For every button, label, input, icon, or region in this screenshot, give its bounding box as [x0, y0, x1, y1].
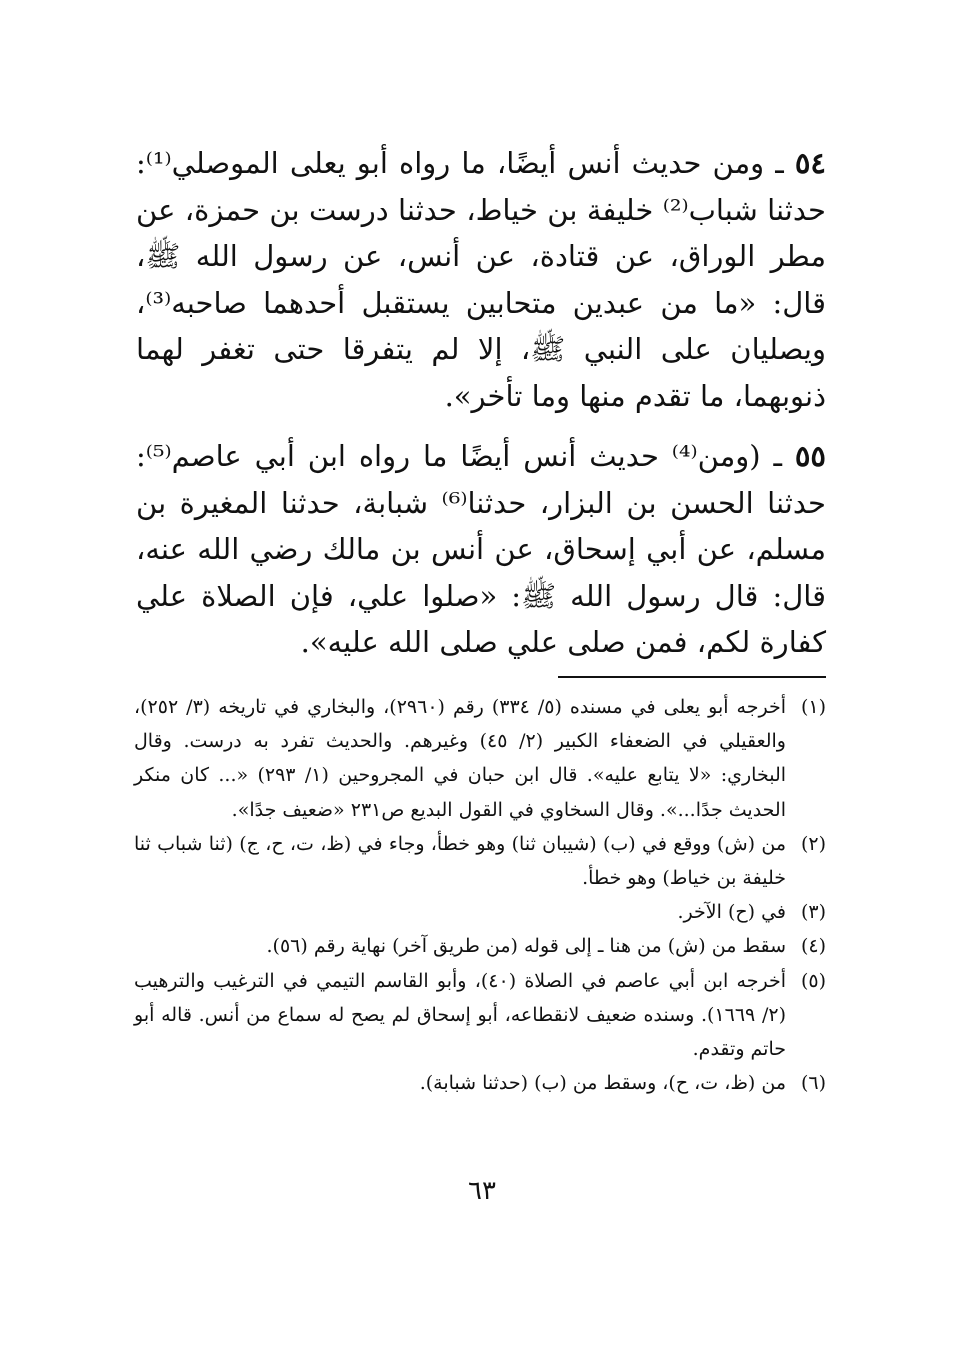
footnote-1 — [134, 690, 826, 827]
footnote-number: (٣) — [800, 901, 826, 924]
paragraph-55 — [136, 433, 826, 666]
footnote-separator — [558, 676, 826, 678]
paragraph-text: ـ ومن حديث أنس أيضًا، ما رواه أبو يعلى الموصلي⁽¹⁾: حدثنا شباب⁽²⁾ خليفة بن خياط، حدثنا درست بن حمزة، عن مطر الوراق، عن قتادة، عن أنس، عن رسول الله ﷺ، قال: «ما من عبدين متحابين يستقبل أحدهما صاحبه⁽³⁾، ويصليان على النبي ﷺ، إلا لم يتفرقا حتى تغفر لهما ذنوبهما، ما تقدم منها وما تأخر». — [136, 146, 826, 413]
footnote-number: (٥) — [800, 969, 826, 992]
footnote-text: أخرجه أبو يعلى في مسنده (٥/ ٣٣٤) رقم (٢٩٦٠)، والبخاري في تاريخه (٣/ ٢٥٢)، والعقيلي في الضعفاء الكبير (٢/ ٤٥) وغيرهم. والحديث تفرد به درست. وقال البخاري: «لا يتابع عليه». قال ابن حبان في المجروحين (١/ ٢٩٣) «... كان منكر الحديث جدًا...». وقال السخاوي في القول البديع ص٢٣١ «ضعيف جدًا». — [134, 696, 787, 821]
page-number: ٦٣ — [468, 1176, 496, 1206]
footnote-5 — [134, 964, 826, 1067]
footnote-2 — [134, 827, 826, 895]
footnote-6 — [134, 1066, 826, 1100]
footnote-text: من (ش) ووقع في (ب) (شيبان ثنا) وهو خطأ، وجاء في (ظ، ت، ح، ج) (ثنا شباب ثنا خليفة بن خياط) وهو خطأ. — [134, 832, 786, 890]
paragraph-number: ٥٤ — [794, 146, 826, 180]
paragraph-number: ٥٥ — [794, 439, 826, 473]
footnote-number: (٢) — [800, 832, 826, 855]
footnote-text: أخرجه ابن أبي عاصم في الصلاة (٤٠)، وأبو القاسم التيمي في الترغيب والترهيب (٢/ ١٦٦٩). وسنده ضعيف لانقطاعه، أبو إسحاق لم يصح له سماع من أنس. قاله أبو حاتم وتقدم. — [134, 969, 786, 1061]
paragraph-text: ـ (ومن⁽⁴⁾ حديث أنس أيضًا ما رواه ابن أبي عاصم⁽⁵⁾: حدثنا الحسن بن البزار، حدثنا⁽⁶⁾ شبابة، حدثنا المغيرة بن مسلم، عن أبي إسحاق، عن أنس بن مالك رضي الله عنه، قال: قال رسول الله ﷺ: «صلوا علي، فإن الصلاة علي كفارة لكم، فمن صلى علي صلى الله عليه». — [136, 439, 826, 659]
footnote-4 — [134, 929, 826, 963]
footnotes — [134, 690, 826, 1100]
paragraph-54 — [136, 140, 826, 419]
footnote-number: (٦) — [800, 1072, 826, 1095]
footnote-text: سقط من (ش) من هنا ـ إلى قوله (من طريق آخر) نهاية رقم (٥٦). — [266, 935, 786, 958]
footnote-3 — [134, 895, 826, 929]
footnote-number: (٤) — [800, 935, 826, 958]
footnote-number: (١) — [800, 696, 826, 718]
footnote-text: في (ح) الآخر. — [677, 901, 786, 924]
footnote-text: من (ظ، ت، ح)، وسقط من (ب) (حدثنا شبابة). — [419, 1072, 786, 1095]
